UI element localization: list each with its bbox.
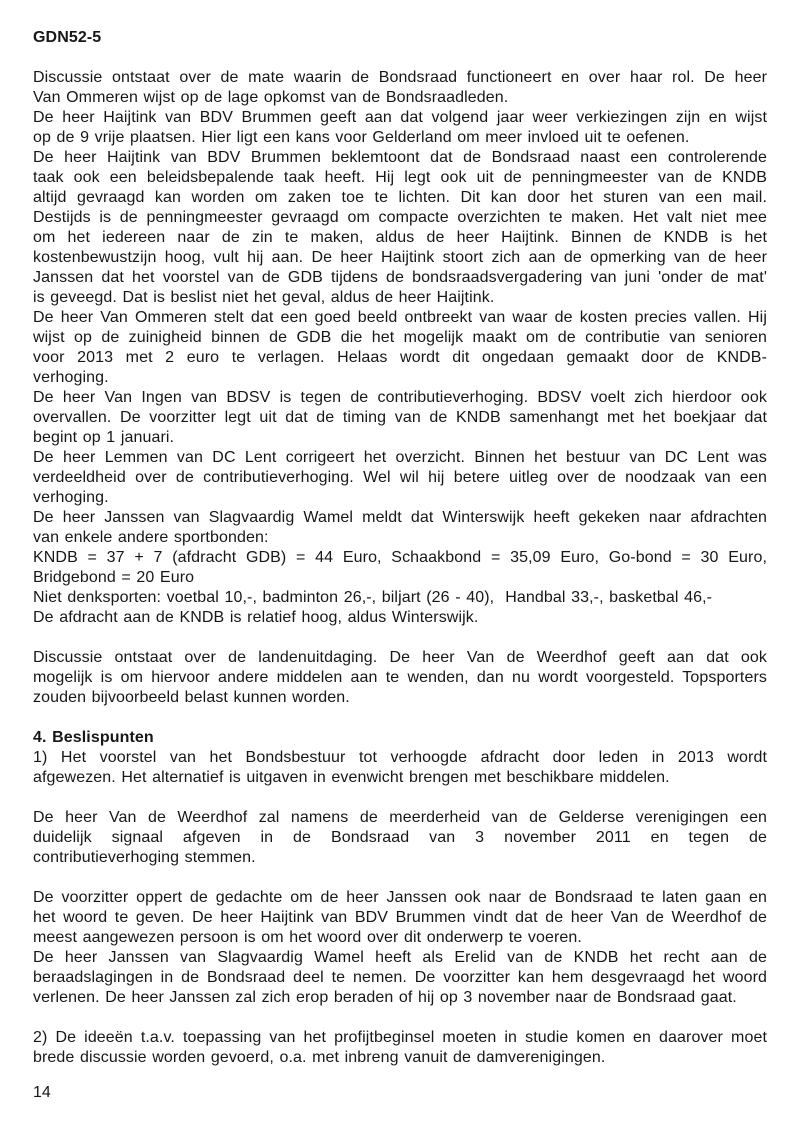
text-line: 1) Het voorstel van het Bondsbestuur tot verhoogde afdracht door leden in 2013 wordt [33, 749, 767, 766]
text-line: GDN52-5 [33, 29, 102, 46]
text-line: De heer Van Ingen van BDSV is tegen de contributieverhoging. BDSV voelt zich hierdoor ook [33, 389, 767, 406]
paragraph [33, 1028, 767, 1068]
text-line: De voorzitter oppert de gedachte om de heer Janssen ook naar de Bondsraad te laten gaan en [33, 889, 767, 906]
text-line: De heer Janssen van Slagvaardig Wamel meldt dat Winterswijk heeft gekeken naar afdrachten [33, 509, 767, 526]
paragraph [33, 808, 767, 868]
text-line: Destijds is de penningmeester gevraagd om compacte overzichten te maken. Het valt niet mee [33, 209, 767, 226]
text-line: Van Ommeren wijst op de lage opkomst van de Bondsraadleden. [33, 89, 509, 106]
section-heading [33, 728, 767, 748]
text-line: 2) De ideeën t.a.v. toepassing van het profijtbeginsel moeten in studie komen en daarover moet [33, 1029, 767, 1046]
paragraph [33, 608, 767, 628]
paragraph [33, 308, 767, 388]
text-line: De heer Van Ommeren stelt dat een goed beeld ontbreekt van waar de kosten precies vallen. Hij [33, 309, 767, 326]
text-line: 4. Beslispunten [33, 729, 154, 746]
text-line: De heer Haijtink van BDV Brummen beklemtoont dat de Bondsraad naast een controlerende [33, 149, 767, 166]
paragraph [33, 748, 767, 788]
blank-line [33, 48, 767, 68]
text-line: Bridgebond = 20 Euro [33, 569, 195, 586]
blank-line [33, 708, 767, 728]
text-line: De heer Haijtink van BDV Brummen geeft aan dat volgend jaar weer verkiezingen zijn en wijst [33, 109, 767, 126]
text-line: contributieverhoging stemmen. [33, 849, 256, 866]
text-line: op de 9 vrije plaatsen. Hier ligt een kans voor Gelderland om meer invloed uit te oefenen. [33, 129, 690, 146]
blank-line [33, 1008, 767, 1028]
text-line: beraadslagingen in de Bondsraad deel te nemen. De voorzitter kan hem desgevraagd het woord [33, 969, 767, 986]
paragraph [33, 108, 767, 148]
text-line: Niet denksporten: voetbal 10,-, badminton 26,-, biljart (26 - 40), Handbal 33,-, basketbal 46,- [33, 589, 713, 606]
paragraph [33, 948, 767, 1008]
text-line: mogelijk is om hiervoor andere middelen aan te wenden, dan nu wordt voorgesteld. Topsporters [33, 669, 767, 686]
text-line: meest aangewezen persoon is om het woord over dit onderwerp te voeren. [33, 929, 582, 946]
text-line: altijd gevraagd kan worden om zaken toe te lichten. Dit kan door het sturen van een mail. [33, 189, 767, 206]
paragraph [33, 508, 767, 548]
paragraph [33, 148, 767, 308]
text-line: De heer Lemmen van DC Lent corrigeert het overzicht. Binnen het bestuur van DC Lent was [33, 449, 767, 466]
paragraph [33, 648, 767, 708]
text-line: kostenbewustzijn hoog, vult hij aan. De heer Haijtink stoort zich aan de opmerking van de heer [33, 249, 767, 266]
text-line: het woord te geven. De heer Haijtink van BDV Brummen vindt dat de heer Van de Weerdhof de [33, 909, 767, 926]
text-line: zouden bijvoorbeeld belast kunnen worden. [33, 689, 350, 706]
paragraph [33, 448, 767, 508]
text-line: begint op 1 januari. [33, 429, 175, 446]
text-line: overvallen. De voorzitter legt uit dat de timing van de KNDB samenhangt met het boekjaar dat [33, 409, 767, 426]
text-line: verhoging. [33, 369, 109, 386]
text-line: verlenen. De heer Janssen zal zich erop beraden of hij op 3 november naar de Bondsraad gaat. [33, 989, 737, 1006]
paragraph [33, 888, 767, 948]
document-body [33, 28, 767, 1068]
paragraph [33, 588, 767, 608]
text-line: brede discussie worden gevoerd, o.a. met inbreng vanuit de damverenigingen. [33, 1049, 606, 1066]
text-line: wijst op de zuinigheid binnen de GDB die het mogelijk maakt om de contributie van senioren [33, 329, 767, 346]
text-line: De heer Janssen van Slagvaardig Wamel heeft als Erelid van de KNDB het recht aan de [33, 949, 767, 966]
text-line: Janssen dat het voorstel van de GDB tijdens de bondsraadsvergadering van juni 'onder de mat' [33, 269, 767, 286]
blank-line [33, 628, 767, 648]
text-line: De afdracht aan de KNDB is relatief hoog, aldus Winterswijk. [33, 609, 479, 626]
text-line: verdeeldheid over de contributieverhoging. Wel wil hij betere uitleg over de noodzaak van een [33, 469, 767, 486]
text-line: is geveegd. Dat is beslist niet het geval, aldus de heer Haijtink. [33, 289, 495, 306]
text-line: Discussie ontstaat over de mate waarin de Bondsraad functioneert en over haar rol. De heer [33, 69, 767, 86]
text-line: KNDB = 37 + 7 (afdracht GDB) = 44 Euro, Schaakbond = 35,09 Euro, Go-bond = 30 Euro, [33, 549, 767, 566]
paragraph [33, 548, 767, 588]
text-line: verhoging. [33, 489, 109, 506]
blank-line [33, 868, 767, 888]
page-number: 14 [33, 1084, 51, 1101]
text-line: De heer Van de Weerdhof zal namens de meerderheid van de Gelderse verenigingen een [33, 809, 767, 826]
text-line: taak ook een beleidsbepalende taak heeft. Hij legt ook uit de penningmeester van de KNDB [33, 169, 767, 186]
text-line: duidelijk signaal afgeven in de Bondsraad van 3 november 2011 en tegen de [33, 829, 767, 846]
text-line: voor 2013 met 2 euro te verlagen. Helaas wordt dit ongedaan gemaakt door de KNDB- [33, 349, 767, 366]
section-heading [33, 28, 767, 48]
text-line: van enkele andere sportbonden: [33, 529, 269, 546]
blank-line [33, 788, 767, 808]
text-line: om het iedereen naar de zin te maken, aldus de heer Haijtink. Binnen de KNDB is het [33, 229, 767, 246]
paragraph [33, 388, 767, 448]
text-line: afgewezen. Het alternatief is uitgaven in evenwicht brengen met beschikbare middelen. [33, 769, 670, 786]
paragraph [33, 68, 767, 108]
text-line: Discussie ontstaat over de landenuitdaging. De heer Van de Weerdhof geeft aan dat ook [33, 649, 767, 666]
